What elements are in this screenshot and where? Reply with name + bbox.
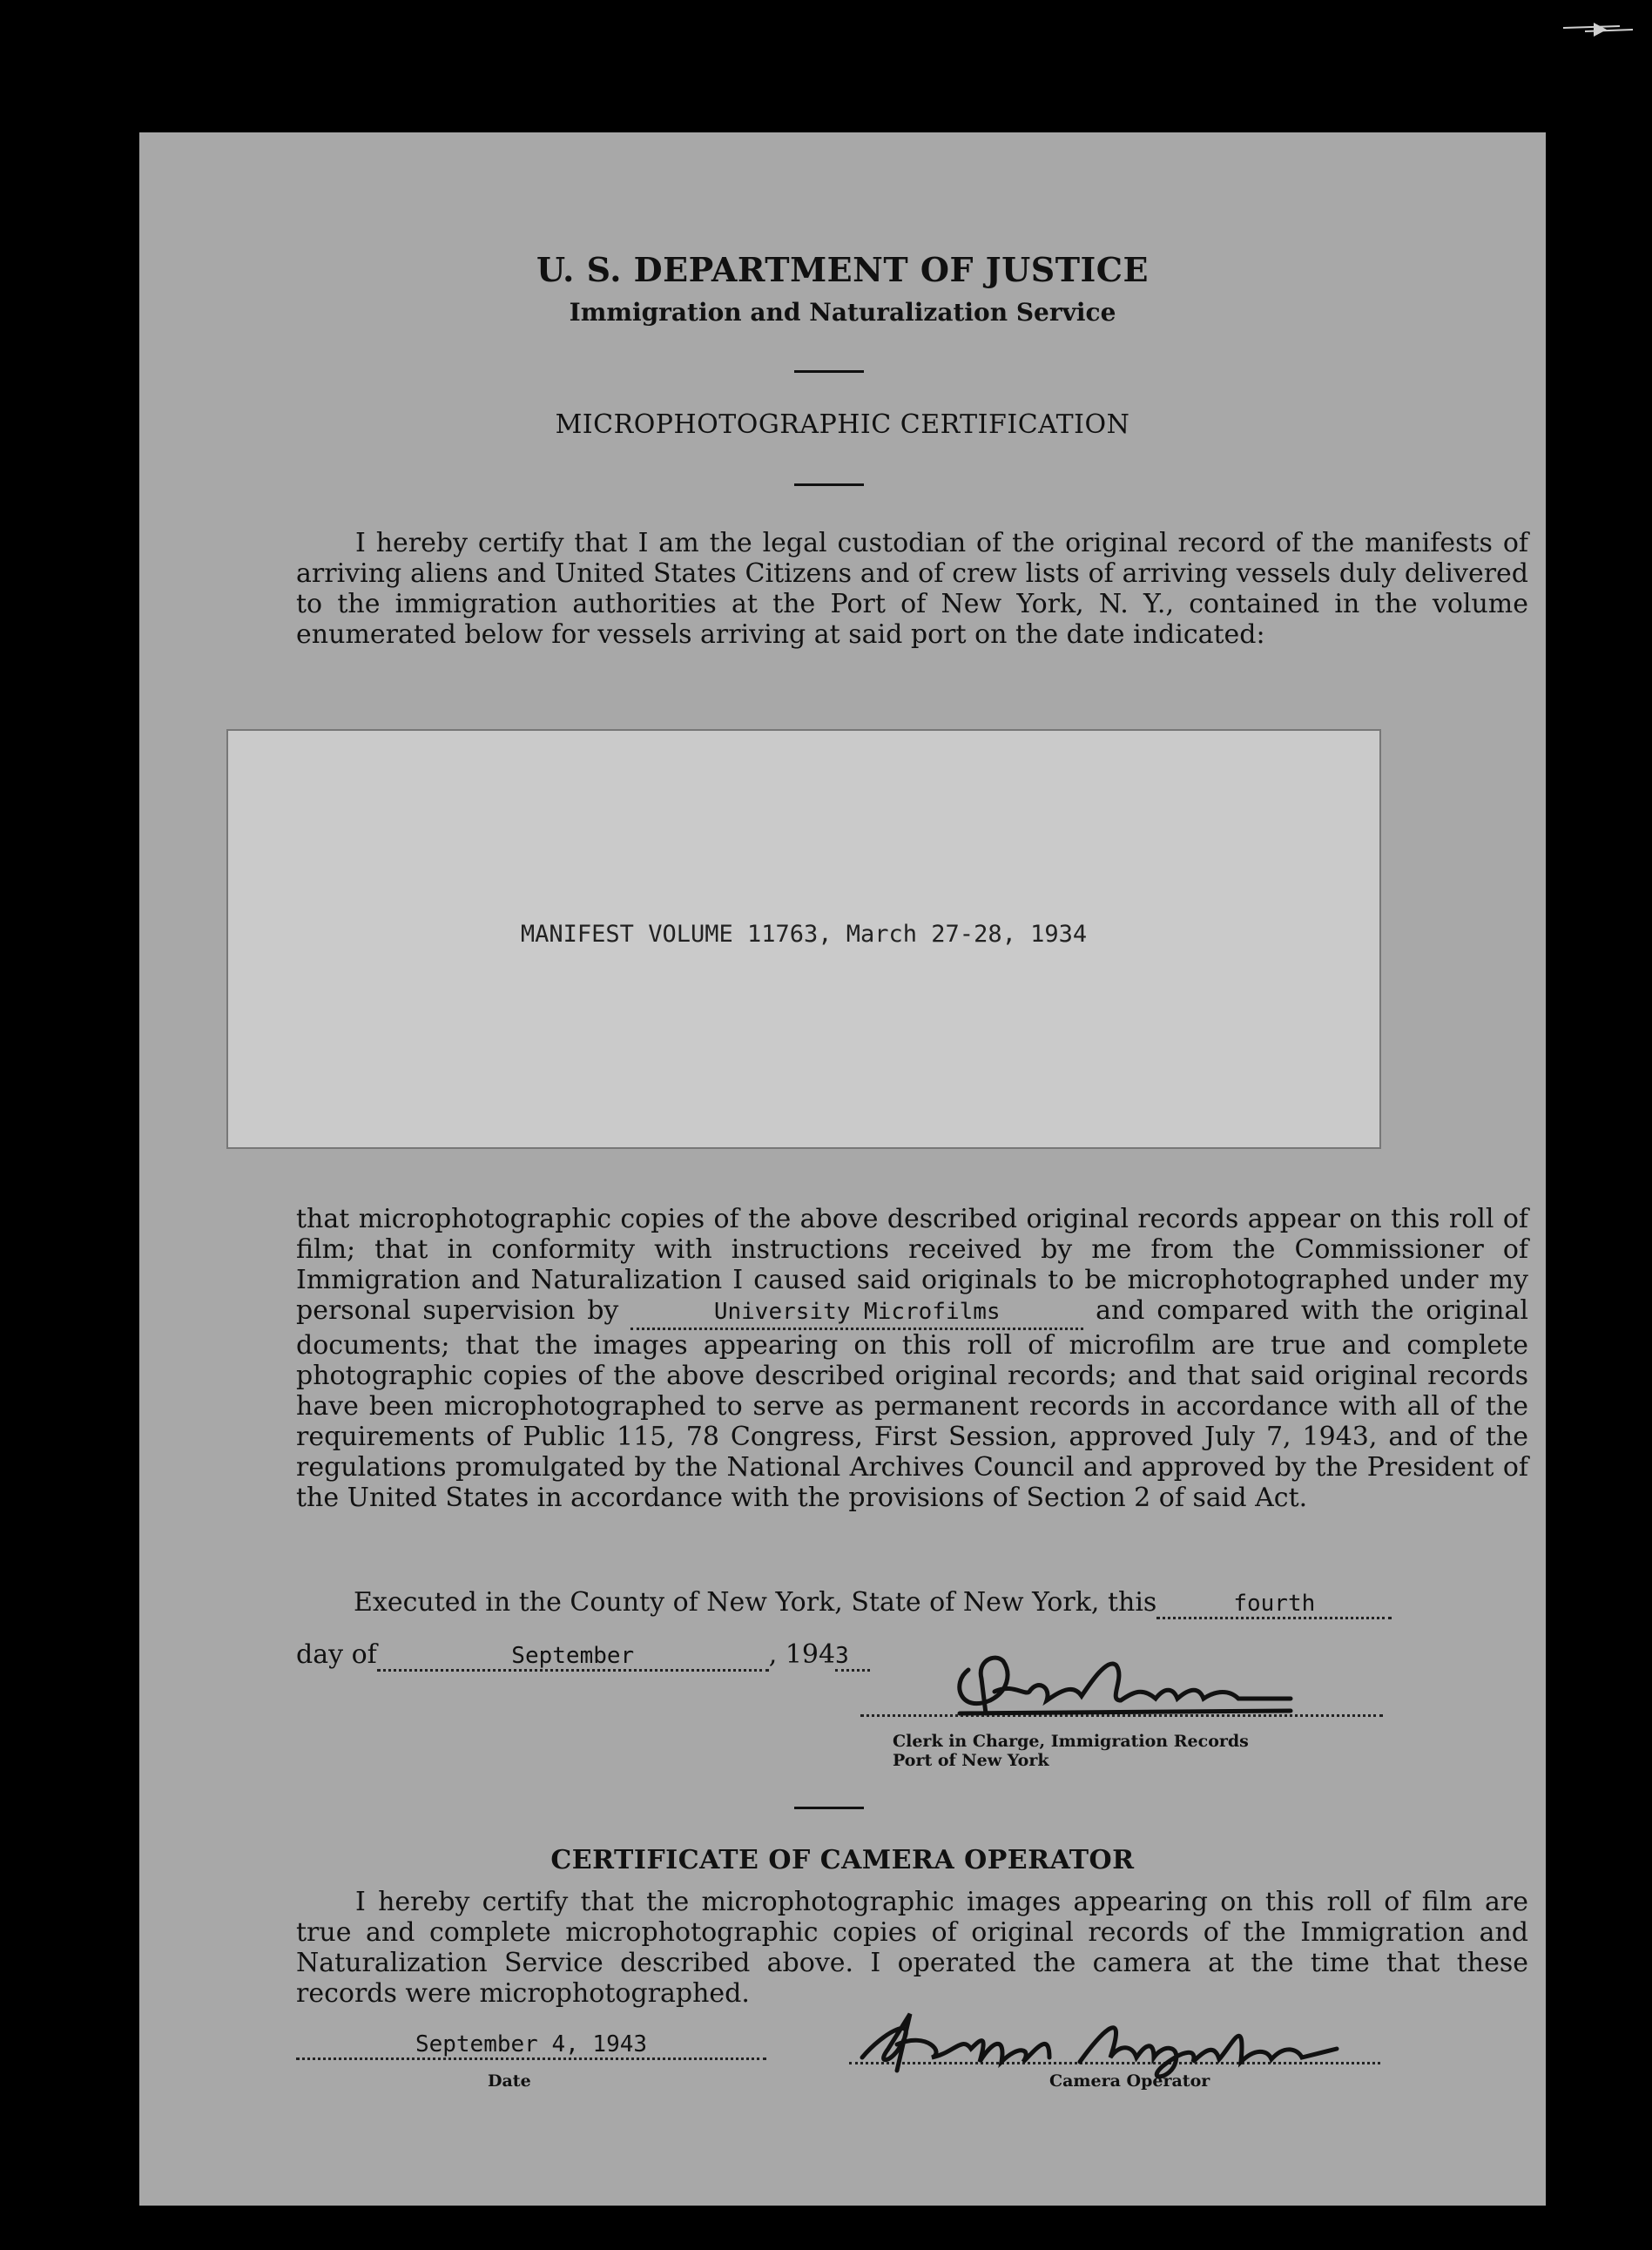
month-field: September [377,1643,769,1672]
department-heading: U. S. DEPARTMENT OF JUSTICE [536,250,1149,289]
camera-operator-label: Camera Operator [1049,2071,1210,2091]
service-subheading: Immigration and Naturalization Service [569,298,1116,327]
divider [794,1807,864,1809]
year-prefix: , 194 [768,1639,836,1670]
year-suffix: 3 [835,1643,870,1672]
camera-date-field [296,2031,766,2060]
certificate-page [139,132,1546,2206]
divider [794,370,864,373]
date-line [296,1639,870,1672]
manifest-volume-text: MANIFEST VOLUME 11763, March 27-28, 1934 [520,921,1088,948]
photographer-field: University Microfilms [630,1297,1083,1330]
execution-day-field: fourth [1156,1591,1392,1619]
divider [794,483,864,486]
camera-operator-signature [849,1997,1372,2084]
execution-line [354,1587,1392,1619]
body-text-part2: and compared with the original documents; that the images appearing on this roll of microfilm are true and complete photographic copies of the above described original records; and that said original records have been microphotographed to serve as permanent records in accordance with all of the requirements of Public 115, 78 Congress, First Session, approved July 7, 1943, and of the regulations promulgated by the National Archives Council and approved by the President of the United States in accordance with the provisions of Section 2 of said Act. [296,1295,1528,1513]
body-paragraph [296,1204,1528,1513]
body-text-part1: that microphotographic copies of the above described original records appear on this roll of film; that in conformity with instructions received by me from the Commissioner of Immigration and Naturalization I caused said originals to be microphotographed under my personal supervision by [296,1204,1528,1326]
intro-paragraph: I hereby certify that I am the legal custodian of the original record of the manifests of arriving aliens and United States Citizens and of crew lists of arriving vessels duly delivered to the immigration authorities at the Port of New York, N. Y., contained in the volume enumerated below for vessels arriving at said port on the date indicated: [296,528,1528,650]
execution-prefix: Executed in the County of New York, State of New York, this [354,1587,1157,1618]
camera-date-label: Date [488,2071,531,2091]
manifest-volume-card [228,731,1379,1147]
certification-title: MICROPHOTOGRAPHIC CERTIFICATION [555,409,1130,440]
camera-paragraph: I hereby certify that the microphotographic images appearing on this roll of film are true and complete microphotographic copies of original records of the Immigration and Naturalization Service described above. I operated the camera at the time that these records were microphotographed. [296,1887,1528,2009]
clerk-signature [942,1631,1299,1726]
film-edge-mark [1559,17,1646,44]
clerk-title: Clerk in Charge, Immigration Records Port of New York [893,1732,1249,1770]
day-of-label: day of [296,1639,377,1670]
camera-date-value: September 4, 1943 [415,2031,648,2057]
camera-certificate-title: CERTIFICATE OF CAMERA OPERATOR [550,1845,1135,1875]
